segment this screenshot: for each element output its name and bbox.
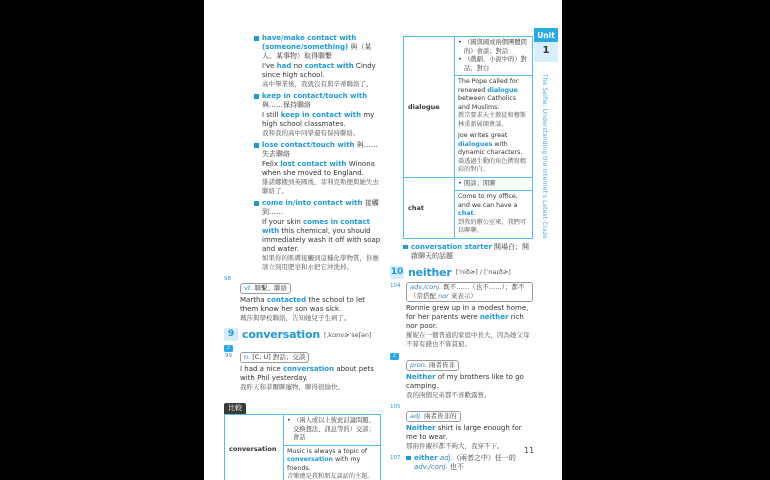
phrase-line: either adj.（兩者之中）任一的 adv./conj. 也不 [414,453,516,471]
example-sentence: I've had no contact with Cindy since high school. [262,62,376,79]
example-sentence: Joe writes great dialogues with dynamic characters. [458,132,523,156]
square-bullet-icon [254,94,259,99]
headword: neither [408,265,452,279]
example-sentence: The Pope called for renewed dialogue between Catholics and Muslims. [458,78,519,111]
table-word-cell: dialogue [404,37,455,177]
pos-tag: n. [C, U] 對話；交談 [240,352,309,363]
sense-marker: 104 [390,282,401,289]
unit-tab [534,28,558,62]
example-group [458,193,529,236]
entry-headword-row [224,328,381,341]
unit-title-vertical: The Selfie: Understanding the Internet's Latest Craze [541,74,547,239]
square-bullet-icon [254,36,259,41]
table-row [404,177,532,238]
translation: 如果你的肌膚接觸到這種化學物質，你應該立刻用肥皂和水把它沖洗掉。 [262,254,379,271]
example-sentence: If your skin comes in contact with this chemical, you should immediately wash it off with soap and water. [262,218,381,253]
right-column [390,36,533,475]
sense-marker: 105 [390,403,401,410]
translation: 到我的辦公室來，我們可以聊聊。 [458,218,527,234]
definition: • （兩人或以上彼此討論問題、交換想法、訊息等的）交談；會話 [287,417,377,443]
audio-icon: ♪ [390,353,399,360]
entry-number: 10 [390,266,404,277]
square-bullet-icon [254,143,259,148]
phrase-item [254,34,381,89]
example-sentence: Martha contacted the school to let them know her son was sick. [240,296,366,313]
pronunciation: [ˈniðɚ] / [ˈnaɪðɚ] [455,268,511,276]
example-sentence: Neither shirt is large enough for me to wear. [406,423,522,441]
book-page [204,0,562,480]
phrase-item [254,141,381,196]
example-sentence: Come to my office, and we can have a chat. [458,193,518,217]
audio-icon: ♪ [224,345,233,352]
unit-label: Unit [534,28,558,42]
square-bullet-icon [403,245,408,250]
definition: • （國與國或兩個團體間的）會談；對話 [458,39,529,56]
page-number: 11 [524,446,535,455]
pos-tag: adv./conj. 既不……（也不……）；都不（常搭配 nor 來表示） [406,282,533,302]
table-word-cell: chat [404,178,455,238]
square-bullet-icon [254,201,259,206]
related-phrase-line [406,454,533,472]
sense-marker-number: 99 [225,353,232,359]
translation: 高中畢業後，我就沒有與辛蒂聯絡了。 [262,80,373,88]
entry-number: 9 [224,328,238,341]
translation: 教宗要求天主教徒和穆斯林重新展開會談。 [458,112,527,128]
translation: 音樂總是我和朋友談話的主題。 [287,473,374,480]
sense-block [390,282,533,349]
pos-tag: pron. 兩者皆非 [406,360,459,371]
definition: • 閒談；閒聊 [458,180,529,189]
example-sentence: Felix lost contact with Winona when she moved to England. [262,160,375,177]
table-examples [455,76,532,177]
translation: 我昨天和菲爾聊寵物，聊得很愉快。 [240,383,344,391]
phrase-line: lose contact/touch with 與……失去聯絡 [262,141,378,158]
table-content-cell [455,178,532,238]
entry-headword-row [390,266,533,279]
sense-marker: 107 [390,454,401,461]
compare-table [224,414,381,480]
definition: • （戲劇、小說中的）對話；對白 [458,56,529,73]
pos-tag: vt. 聯繫；聯絡 [240,283,291,294]
translation: 我的兩個兄弟都不喜歡露營。 [406,390,491,399]
left-column [224,34,381,480]
unit-number: 1 [534,42,558,62]
translation: 維諾娜搬到英國後，菲利克斯便與她失去聯絡了。 [262,178,379,195]
table-content-cell [455,37,532,177]
translation: 瑪莎與學校聯絡，告知她兒子生病了。 [240,314,351,322]
table-examples [455,191,532,238]
translation: 那兩件襯衫都不夠大，我穿不下。 [406,441,504,450]
pos-tag: adj. 兩者皆非的 [406,411,461,422]
related-phrase-line [403,243,533,261]
sense-block [224,344,381,392]
phrase-item [254,92,381,138]
compare-table-continued [403,36,533,239]
example-sentence: Neither of my brothers like to go camping. [406,372,524,390]
definitions [455,37,532,76]
table-content-cell [284,415,380,480]
table-word-cell: conversation [225,415,284,480]
phrase-line: come in/into contact with 接觸到…… [262,199,379,216]
phrase-item [254,199,381,272]
sense-marker [224,345,233,359]
translation: 我和我的高中同學還有保持聯絡。 [262,129,360,137]
sense-block [224,275,381,323]
table-examples [284,446,380,480]
sense-block [390,352,533,400]
table-row [225,415,380,480]
example-sentence: I still keep in contact with my high school classmates. [262,111,375,128]
translation: 喬透過生動的角色撰寫精彩的對白。 [458,157,527,173]
definitions [455,178,532,192]
phrase-line: keep in contact/touch with 與……保持聯絡 [262,92,368,109]
example-group [287,448,377,480]
example-sentence: Ronnie grew up in a modest home, for her parents were neither rich nor poor. [406,303,529,330]
table-row [404,37,532,177]
translation: 羅妮在一個普通的家庭中長大，因為她父母不算有錢也不算貧窮。 [406,330,530,348]
phrase-line: conversation starter 開場白；開啟聊天的話題 [411,242,530,260]
pronunciation: [ˌkɑnvɚˈseʃən] [323,330,372,339]
phrase-line: have/make contact with (someone/something) 與（某人、某事物）取得聯繫 [262,34,372,60]
sense-marker [390,353,399,361]
definitions [284,415,380,446]
example-sentence: I had a nice conversation about pets with Phil yesterday. [240,365,374,382]
square-bullet-icon [406,456,411,461]
example-group [458,132,529,175]
sense-marker: 98 [224,276,231,282]
example-sentence: Music is always a topic of conversation with my friends. [287,447,368,472]
headword: conversation [242,328,320,341]
example-group [458,78,529,129]
compare-label: 比較 [224,403,246,414]
sense-block [390,403,533,451]
cross-reference [390,454,533,472]
